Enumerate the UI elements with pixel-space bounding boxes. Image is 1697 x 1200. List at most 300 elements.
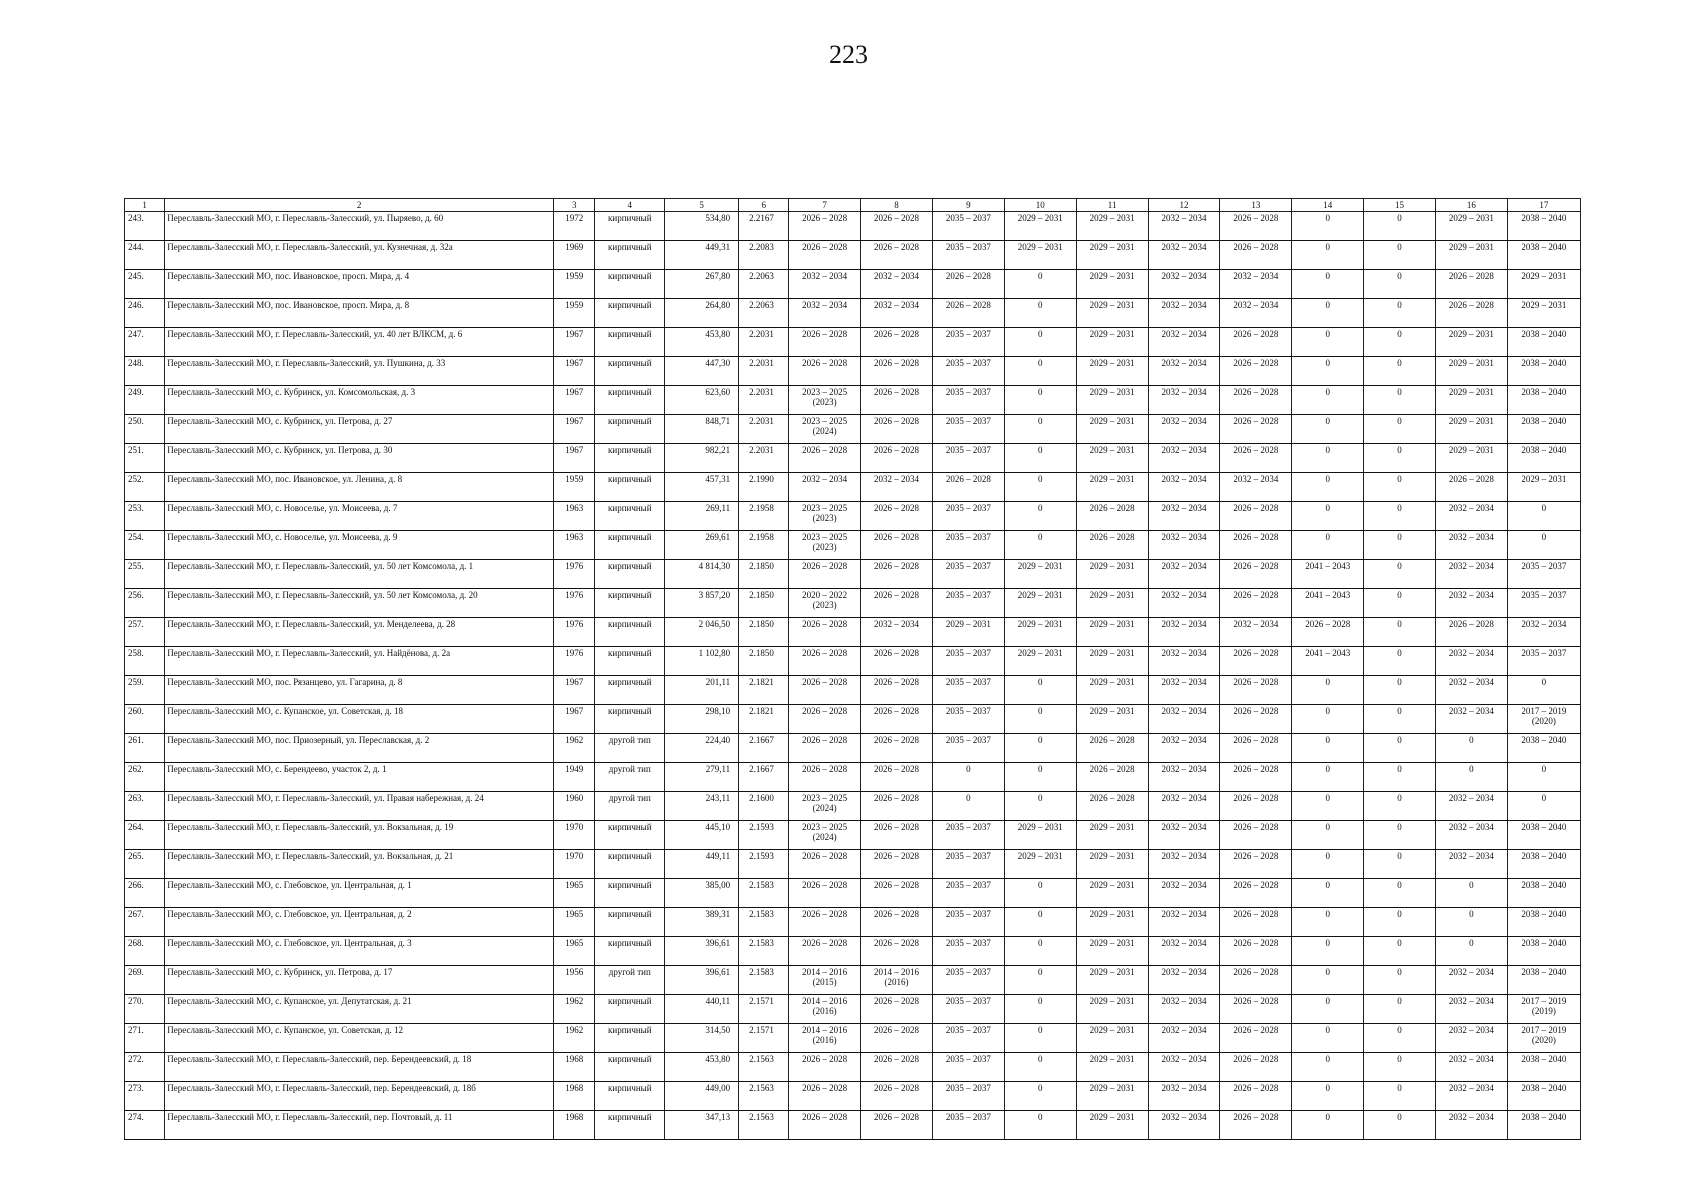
table-cell-col-7: 2014 – 2016 (2016): [789, 995, 861, 1024]
table-cell-col-14: 0: [1292, 763, 1364, 792]
table-cell-col-2: Переславль-Залесский МО, с. Новоселье, ул. Моисеева, д. 9: [165, 531, 554, 560]
table-cell-col-2: Переславль-Залесский МО, г. Переславль-Залесский, ул. 50 лет Комсомола, д. 20: [165, 589, 554, 618]
table-cell-col-8: 2026 – 2028: [861, 763, 933, 792]
table-cell-col-1: 274.: [125, 1111, 165, 1140]
table-cell-col-9: 2035 – 2037: [932, 850, 1004, 879]
table-row: [125, 618, 1581, 647]
table-cell-col-8: 2026 – 2028: [861, 850, 933, 879]
table-cell-col-14: 0: [1292, 212, 1364, 241]
table-cell-col-13: 2032 – 2034: [1220, 618, 1292, 647]
table-cell-col-11: 2029 – 2031: [1076, 299, 1148, 328]
table-cell-col-6: 2.2063: [739, 270, 789, 299]
table-cell-col-5: 457,31: [665, 473, 739, 502]
table-cell-col-16: 0: [1435, 937, 1507, 966]
table-cell-col-11: 2026 – 2028: [1076, 792, 1148, 821]
table-cell-col-1: 265.: [125, 850, 165, 879]
table-cell-col-13: 2026 – 2028: [1220, 328, 1292, 357]
table-cell-col-7: 2023 – 2025 (2023): [789, 386, 861, 415]
table-cell-col-14: 0: [1292, 270, 1364, 299]
table-cell-col-6: 2.2083: [739, 241, 789, 270]
table-row: [125, 676, 1581, 705]
table-cell-col-8: 2026 – 2028: [861, 502, 933, 531]
table-cell-col-9: 2035 – 2037: [932, 357, 1004, 386]
table-cell-col-4: кирпичный: [595, 995, 665, 1024]
table-cell-col-17: 0: [1507, 502, 1580, 531]
table-cell-col-17: 2035 – 2037: [1507, 647, 1580, 676]
table-cell-col-3: 1967: [554, 328, 595, 357]
page-number: 223: [829, 40, 868, 69]
table-cell-col-13: 2026 – 2028: [1220, 908, 1292, 937]
table-cell-col-5: 224,40: [665, 734, 739, 763]
table-cell-col-12: 2032 – 2034: [1148, 1111, 1220, 1140]
table-cell-col-8: 2026 – 2028: [861, 1053, 933, 1082]
table-cell-col-9: 2035 – 2037: [932, 386, 1004, 415]
table-cell-col-3: 1965: [554, 879, 595, 908]
table-cell-col-11: 2029 – 2031: [1076, 618, 1148, 647]
table-cell-col-5: 447,30: [665, 357, 739, 386]
table-cell-col-12: 2032 – 2034: [1148, 473, 1220, 502]
table-cell-col-5: 2 046,50: [665, 618, 739, 647]
table-cell-col-10: 2029 – 2031: [1004, 212, 1076, 241]
table-cell-col-6: 2.1850: [739, 589, 789, 618]
table-cell-col-2: Переславль-Залесский МО, г. Переславль-Залесский, ул. Вокзальная, д. 21: [165, 850, 554, 879]
table-cell-col-1: 261.: [125, 734, 165, 763]
table-cell-col-13: 2026 – 2028: [1220, 531, 1292, 560]
table-cell-col-2: Переславль-Залесский МО, г. Переславль-Залесский, ул. Кузнечная, д. 32а: [165, 241, 554, 270]
table-cell-col-6: 2.1583: [739, 966, 789, 995]
table-cell-col-3: 1962: [554, 995, 595, 1024]
table-cell-col-13: 2026 – 2028: [1220, 937, 1292, 966]
table-cell-col-15: 0: [1364, 502, 1436, 531]
table-cell-col-14: 0: [1292, 937, 1364, 966]
table-cell-col-4: кирпичный: [595, 618, 665, 647]
table-cell-col-6: 2.1667: [739, 763, 789, 792]
table-cell-col-10: 0: [1004, 270, 1076, 299]
table-cell-col-10: 2029 – 2031: [1004, 589, 1076, 618]
table-cell-col-8: 2026 – 2028: [861, 560, 933, 589]
table-cell-col-5: 3 857,20: [665, 589, 739, 618]
table-cell-col-12: 2032 – 2034: [1148, 589, 1220, 618]
column-number-3: 3: [554, 199, 595, 212]
table-cell-col-9: 2035 – 2037: [932, 647, 1004, 676]
table-cell-col-14: 0: [1292, 908, 1364, 937]
table-cell-col-15: 0: [1364, 444, 1436, 473]
table-cell-col-11: 2029 – 2031: [1076, 995, 1148, 1024]
table-cell-col-4: кирпичный: [595, 937, 665, 966]
table-cell-col-17: 2017 – 2019 (2020): [1507, 1024, 1580, 1053]
table-cell-col-8: 2026 – 2028: [861, 444, 933, 473]
table-row: [125, 821, 1581, 850]
table-cell-col-6: 2.1850: [739, 560, 789, 589]
table-row: [125, 241, 1581, 270]
table-cell-col-8: 2026 – 2028: [861, 212, 933, 241]
table-cell-col-7: 2014 – 2016 (2016): [789, 1024, 861, 1053]
table-cell-col-13: 2026 – 2028: [1220, 386, 1292, 415]
table-cell-col-10: 0: [1004, 444, 1076, 473]
table-cell-col-16: 2032 – 2034: [1435, 1053, 1507, 1082]
table-row: [125, 879, 1581, 908]
table-cell-col-14: 0: [1292, 879, 1364, 908]
table-cell-col-13: 2026 – 2028: [1220, 1082, 1292, 1111]
table-cell-col-15: 0: [1364, 792, 1436, 821]
table-cell-col-17: 2038 – 2040: [1507, 415, 1580, 444]
table-row: [125, 966, 1581, 995]
table-cell-col-12: 2032 – 2034: [1148, 734, 1220, 763]
table-cell-col-13: 2026 – 2028: [1220, 966, 1292, 995]
table-cell-col-8: 2026 – 2028: [861, 792, 933, 821]
table-cell-col-4: кирпичный: [595, 1111, 665, 1140]
column-number-14: 14: [1292, 199, 1364, 212]
table-cell-col-1: 262.: [125, 763, 165, 792]
table-cell-col-11: 2029 – 2031: [1076, 386, 1148, 415]
table-cell-col-4: кирпичный: [595, 821, 665, 850]
table-cell-col-7: 2032 – 2034: [789, 270, 861, 299]
table-cell-col-12: 2032 – 2034: [1148, 618, 1220, 647]
table-cell-col-13: 2026 – 2028: [1220, 502, 1292, 531]
table-cell-col-14: 0: [1292, 531, 1364, 560]
table-cell-col-2: Переславль-Залесский МО, с. Кубринск, ул. Петрова, д. 17: [165, 966, 554, 995]
table-cell-col-15: 0: [1364, 560, 1436, 589]
table-cell-col-5: 267,80: [665, 270, 739, 299]
table-cell-col-16: 2032 – 2034: [1435, 676, 1507, 705]
table-cell-col-15: 0: [1364, 241, 1436, 270]
table-cell-col-13: 2026 – 2028: [1220, 676, 1292, 705]
table-cell-col-4: кирпичный: [595, 879, 665, 908]
table-cell-col-8: 2026 – 2028: [861, 1024, 933, 1053]
table-cell-col-17: 2032 – 2034: [1507, 618, 1580, 647]
table-cell-col-5: 269,11: [665, 502, 739, 531]
table-cell-col-14: 0: [1292, 676, 1364, 705]
table-cell-col-7: 2026 – 2028: [789, 850, 861, 879]
table-cell-col-15: 0: [1364, 879, 1436, 908]
table-cell-col-13: 2026 – 2028: [1220, 850, 1292, 879]
table-cell-col-4: кирпичный: [595, 560, 665, 589]
table-cell-col-11: 2029 – 2031: [1076, 821, 1148, 850]
table-cell-col-1: 248.: [125, 357, 165, 386]
table-cell-col-2: Переславль-Залесский МО, пос. Ивановское, ул. Ленина, д. 8: [165, 473, 554, 502]
table-cell-col-16: 0: [1435, 908, 1507, 937]
table-cell-col-5: 385,00: [665, 879, 739, 908]
table-cell-col-3: 1967: [554, 357, 595, 386]
table-cell-col-15: 0: [1364, 270, 1436, 299]
table-cell-col-3: 1949: [554, 763, 595, 792]
table-cell-col-13: 2026 – 2028: [1220, 1024, 1292, 1053]
table-cell-col-7: 2026 – 2028: [789, 328, 861, 357]
table-cell-col-17: 2038 – 2040: [1507, 386, 1580, 415]
column-number-1: 1: [125, 199, 165, 212]
table-cell-col-11: 2029 – 2031: [1076, 212, 1148, 241]
table-cell-col-1: 267.: [125, 908, 165, 937]
table-cell-col-16: 2032 – 2034: [1435, 966, 1507, 995]
table-cell-col-5: 269,61: [665, 531, 739, 560]
table-cell-col-5: 298,10: [665, 705, 739, 734]
table-cell-col-1: 253.: [125, 502, 165, 531]
table-cell-col-17: 2035 – 2037: [1507, 589, 1580, 618]
table-cell-col-6: 2.1850: [739, 647, 789, 676]
table-cell-col-9: 2035 – 2037: [932, 966, 1004, 995]
table-cell-col-13: 2026 – 2028: [1220, 444, 1292, 473]
table-cell-col-11: 2029 – 2031: [1076, 473, 1148, 502]
table-cell-col-1: 260.: [125, 705, 165, 734]
table-cell-col-6: 2.1563: [739, 1053, 789, 1082]
table-cell-col-16: 2029 – 2031: [1435, 415, 1507, 444]
table-cell-col-15: 0: [1364, 589, 1436, 618]
table-cell-col-2: Переславль-Залесский МО, г. Переславль-Залесский, ул. 40 лет ВЛКСМ, д. 6: [165, 328, 554, 357]
table-cell-col-5: 279,11: [665, 763, 739, 792]
table-cell-col-1: 256.: [125, 589, 165, 618]
table-cell-col-11: 2029 – 2031: [1076, 444, 1148, 473]
table-cell-col-8: 2026 – 2028: [861, 328, 933, 357]
table-cell-col-15: 0: [1364, 995, 1436, 1024]
table-cell-col-10: 0: [1004, 531, 1076, 560]
table-cell-col-17: 2029 – 2031: [1507, 299, 1580, 328]
table-cell-col-6: 2.1571: [739, 995, 789, 1024]
table-cell-col-14: 0: [1292, 473, 1364, 502]
table-cell-col-13: 2026 – 2028: [1220, 560, 1292, 589]
table-cell-col-14: 0: [1292, 415, 1364, 444]
table-cell-col-7: 2032 – 2034: [789, 473, 861, 502]
table-cell-col-17: 2038 – 2040: [1507, 908, 1580, 937]
table-cell-col-17: 2038 – 2040: [1507, 328, 1580, 357]
table-cell-col-2: Переславль-Залесский МО, г. Переславль-Залесский, ул. Пыряево, д. 60: [165, 212, 554, 241]
table-cell-col-9: 2035 – 2037: [932, 531, 1004, 560]
table-cell-col-8: 2014 – 2016 (2016): [861, 966, 933, 995]
table-cell-col-8: 2026 – 2028: [861, 1111, 933, 1140]
table-cell-col-1: 270.: [125, 995, 165, 1024]
table-cell-col-7: 2026 – 2028: [789, 937, 861, 966]
table-cell-col-17: 0: [1507, 792, 1580, 821]
table-cell-col-6: 2.1583: [739, 937, 789, 966]
table-cell-col-4: кирпичный: [595, 705, 665, 734]
table-cell-col-2: Переславль-Залесский МО, г. Переславль-Залесский, ул. Вокзальная, д. 19: [165, 821, 554, 850]
table-row: [125, 531, 1581, 560]
table-cell-col-9: 2035 – 2037: [932, 212, 1004, 241]
table-cell-col-11: 2029 – 2031: [1076, 879, 1148, 908]
table-cell-col-16: 2032 – 2034: [1435, 502, 1507, 531]
table-cell-col-15: 0: [1364, 705, 1436, 734]
table-cell-col-12: 2032 – 2034: [1148, 270, 1220, 299]
table-cell-col-9: 2035 – 2037: [932, 502, 1004, 531]
table-cell-col-8: 2026 – 2028: [861, 1082, 933, 1111]
table-cell-col-6: 2.1583: [739, 879, 789, 908]
table-cell-col-11: 2029 – 2031: [1076, 908, 1148, 937]
table-cell-col-6: 2.2031: [739, 357, 789, 386]
table-cell-col-16: 2026 – 2028: [1435, 299, 1507, 328]
table-cell-col-7: 2023 – 2025 (2024): [789, 821, 861, 850]
table-cell-col-8: 2026 – 2028: [861, 734, 933, 763]
table-cell-col-7: 2026 – 2028: [789, 241, 861, 270]
table-cell-col-13: 2026 – 2028: [1220, 415, 1292, 444]
table-cell-col-10: 0: [1004, 1024, 1076, 1053]
table-cell-col-8: 2026 – 2028: [861, 937, 933, 966]
table-cell-col-14: 0: [1292, 821, 1364, 850]
table-cell-col-7: 2026 – 2028: [789, 1053, 861, 1082]
table-cell-col-12: 2032 – 2034: [1148, 879, 1220, 908]
table-cell-col-14: 2041 – 2043: [1292, 589, 1364, 618]
table-cell-col-11: 2029 – 2031: [1076, 415, 1148, 444]
table-cell-col-4: кирпичный: [595, 850, 665, 879]
table-cell-col-7: 2023 – 2025 (2023): [789, 502, 861, 531]
table-cell-col-15: 0: [1364, 1111, 1436, 1140]
table-cell-col-10: 0: [1004, 908, 1076, 937]
table-cell-col-8: 2026 – 2028: [861, 241, 933, 270]
table-cell-col-10: 0: [1004, 415, 1076, 444]
table-cell-col-15: 0: [1364, 647, 1436, 676]
table-cell-col-2: Переславль-Залесский МО, г. Переславль-Залесский, ул. Менделеева, д. 28: [165, 618, 554, 647]
table-cell-col-15: 0: [1364, 850, 1436, 879]
table-cell-col-6: 2.1990: [739, 473, 789, 502]
column-number-4: 4: [595, 199, 665, 212]
table-cell-col-7: 2026 – 2028: [789, 705, 861, 734]
table-cell-col-17: 2038 – 2040: [1507, 212, 1580, 241]
table-cell-col-14: 0: [1292, 792, 1364, 821]
table-cell-col-3: 1963: [554, 502, 595, 531]
table-cell-col-3: 1967: [554, 415, 595, 444]
column-number-17: 17: [1507, 199, 1580, 212]
table-cell-col-15: 0: [1364, 357, 1436, 386]
table-cell-col-12: 2032 – 2034: [1148, 937, 1220, 966]
table-cell-col-14: 0: [1292, 850, 1364, 879]
table-cell-col-13: 2026 – 2028: [1220, 1111, 1292, 1140]
table-cell-col-14: 0: [1292, 705, 1364, 734]
table-cell-col-17: 0: [1507, 763, 1580, 792]
table-cell-col-1: 252.: [125, 473, 165, 502]
table-row: [125, 1024, 1581, 1053]
table-cell-col-14: 0: [1292, 386, 1364, 415]
table-row: [125, 328, 1581, 357]
table-cell-col-10: 0: [1004, 1082, 1076, 1111]
table-cell-col-3: 1968: [554, 1111, 595, 1140]
table-cell-col-14: 0: [1292, 1024, 1364, 1053]
table-cell-col-2: Переславль-Залесский МО, с. Новоселье, ул. Моисеева, д. 7: [165, 502, 554, 531]
table-cell-col-10: 0: [1004, 299, 1076, 328]
table-cell-col-7: 2023 – 2025 (2024): [789, 415, 861, 444]
table-cell-col-9: 2035 – 2037: [932, 734, 1004, 763]
table-cell-col-8: 2032 – 2034: [861, 618, 933, 647]
table-cell-col-9: 2035 – 2037: [932, 560, 1004, 589]
table-cell-col-2: Переславль-Залесский МО, г. Переславль-Залесский, ул. Пушкина, д. 33: [165, 357, 554, 386]
table-cell-col-5: 264,80: [665, 299, 739, 328]
table-cell-col-14: 0: [1292, 357, 1364, 386]
table-row: [125, 1111, 1581, 1140]
table-cell-col-8: 2032 – 2034: [861, 299, 933, 328]
table-row: [125, 792, 1581, 821]
table-cell-col-7: 2032 – 2034: [789, 299, 861, 328]
table-cell-col-12: 2032 – 2034: [1148, 995, 1220, 1024]
table-cell-col-3: 1972: [554, 212, 595, 241]
table-cell-col-17: 2029 – 2031: [1507, 473, 1580, 502]
table-row: [125, 908, 1581, 937]
table-cell-col-4: кирпичный: [595, 1082, 665, 1111]
table-cell-col-6: 2.2167: [739, 212, 789, 241]
table-cell-col-17: 2038 – 2040: [1507, 734, 1580, 763]
table-cell-col-16: 2032 – 2034: [1435, 1111, 1507, 1140]
table-cell-col-13: 2032 – 2034: [1220, 473, 1292, 502]
table-cell-col-9: 2035 – 2037: [932, 589, 1004, 618]
table-cell-col-3: 1967: [554, 705, 595, 734]
table-cell-col-3: 1967: [554, 386, 595, 415]
table-cell-col-14: 2041 – 2043: [1292, 560, 1364, 589]
table-cell-col-6: 2.2031: [739, 386, 789, 415]
table-cell-col-16: 2032 – 2034: [1435, 589, 1507, 618]
table-cell-col-1: 259.: [125, 676, 165, 705]
table-row: [125, 850, 1581, 879]
table-cell-col-10: 0: [1004, 763, 1076, 792]
table-cell-col-6: 2.1563: [739, 1082, 789, 1111]
table-cell-col-17: 2035 – 2037: [1507, 560, 1580, 589]
table-cell-col-12: 2032 – 2034: [1148, 966, 1220, 995]
table-cell-col-10: 2029 – 2031: [1004, 560, 1076, 589]
table-cell-col-14: 0: [1292, 299, 1364, 328]
table-cell-col-5: 453,80: [665, 1053, 739, 1082]
table-cell-col-7: 2014 – 2016 (2015): [789, 966, 861, 995]
table-cell-col-12: 2032 – 2034: [1148, 444, 1220, 473]
column-number-15: 15: [1364, 199, 1436, 212]
table-row: [125, 270, 1581, 299]
table-cell-col-14: 0: [1292, 328, 1364, 357]
table-cell-col-13: 2032 – 2034: [1220, 270, 1292, 299]
table-cell-col-16: 2032 – 2034: [1435, 531, 1507, 560]
table-cell-col-6: 2.1593: [739, 821, 789, 850]
table-cell-col-4: кирпичный: [595, 531, 665, 560]
table-cell-col-11: 2029 – 2031: [1076, 647, 1148, 676]
table-cell-col-15: 0: [1364, 821, 1436, 850]
table-cell-col-14: 0: [1292, 1053, 1364, 1082]
table-cell-col-12: 2032 – 2034: [1148, 502, 1220, 531]
table-cell-col-9: 2035 – 2037: [932, 1053, 1004, 1082]
table-cell-col-12: 2032 – 2034: [1148, 386, 1220, 415]
table-cell-col-8: 2026 – 2028: [861, 879, 933, 908]
table-cell-col-3: 1967: [554, 444, 595, 473]
table-cell-col-12: 2032 – 2034: [1148, 676, 1220, 705]
table-cell-col-7: 2026 – 2028: [789, 1111, 861, 1140]
table-cell-col-2: Переславль-Залесский МО, пос. Ивановское, просп. Мира, д. 8: [165, 299, 554, 328]
table-cell-col-1: 258.: [125, 647, 165, 676]
table-cell-col-13: 2026 – 2028: [1220, 589, 1292, 618]
table-cell-col-7: 2026 – 2028: [789, 763, 861, 792]
table-cell-col-11: 2029 – 2031: [1076, 357, 1148, 386]
table-cell-col-7: 2026 – 2028: [789, 618, 861, 647]
table-cell-col-6: 2.1600: [739, 792, 789, 821]
table-cell-col-11: 2029 – 2031: [1076, 241, 1148, 270]
table-row: [125, 705, 1581, 734]
table-cell-col-17: 2038 – 2040: [1507, 966, 1580, 995]
table-row: [125, 1082, 1581, 1111]
table-cell-col-4: кирпичный: [595, 1024, 665, 1053]
table-cell-col-5: 396,61: [665, 937, 739, 966]
table-cell-col-7: 2026 – 2028: [789, 908, 861, 937]
table-cell-col-16: 2029 – 2031: [1435, 444, 1507, 473]
table-cell-col-6: 2.1958: [739, 531, 789, 560]
table-cell-col-15: 0: [1364, 1082, 1436, 1111]
table-row: [125, 444, 1581, 473]
table-cell-col-9: 2026 – 2028: [932, 473, 1004, 502]
table-cell-col-7: 2026 – 2028: [789, 1082, 861, 1111]
table-cell-col-14: 0: [1292, 1082, 1364, 1111]
table-cell-col-11: 2026 – 2028: [1076, 734, 1148, 763]
table-cell-col-13: 2026 – 2028: [1220, 705, 1292, 734]
table-cell-col-14: 0: [1292, 1111, 1364, 1140]
table-cell-col-17: 2038 – 2040: [1507, 1082, 1580, 1111]
table-cell-col-9: 2026 – 2028: [932, 270, 1004, 299]
table-cell-col-3: 1956: [554, 966, 595, 995]
table-cell-col-11: 2029 – 2031: [1076, 328, 1148, 357]
table-cell-col-5: 4 814,30: [665, 560, 739, 589]
table-cell-col-4: кирпичный: [595, 241, 665, 270]
table-cell-col-9: 2035 – 2037: [932, 1082, 1004, 1111]
table-cell-col-3: 1959: [554, 299, 595, 328]
table-cell-col-8: 2026 – 2028: [861, 589, 933, 618]
